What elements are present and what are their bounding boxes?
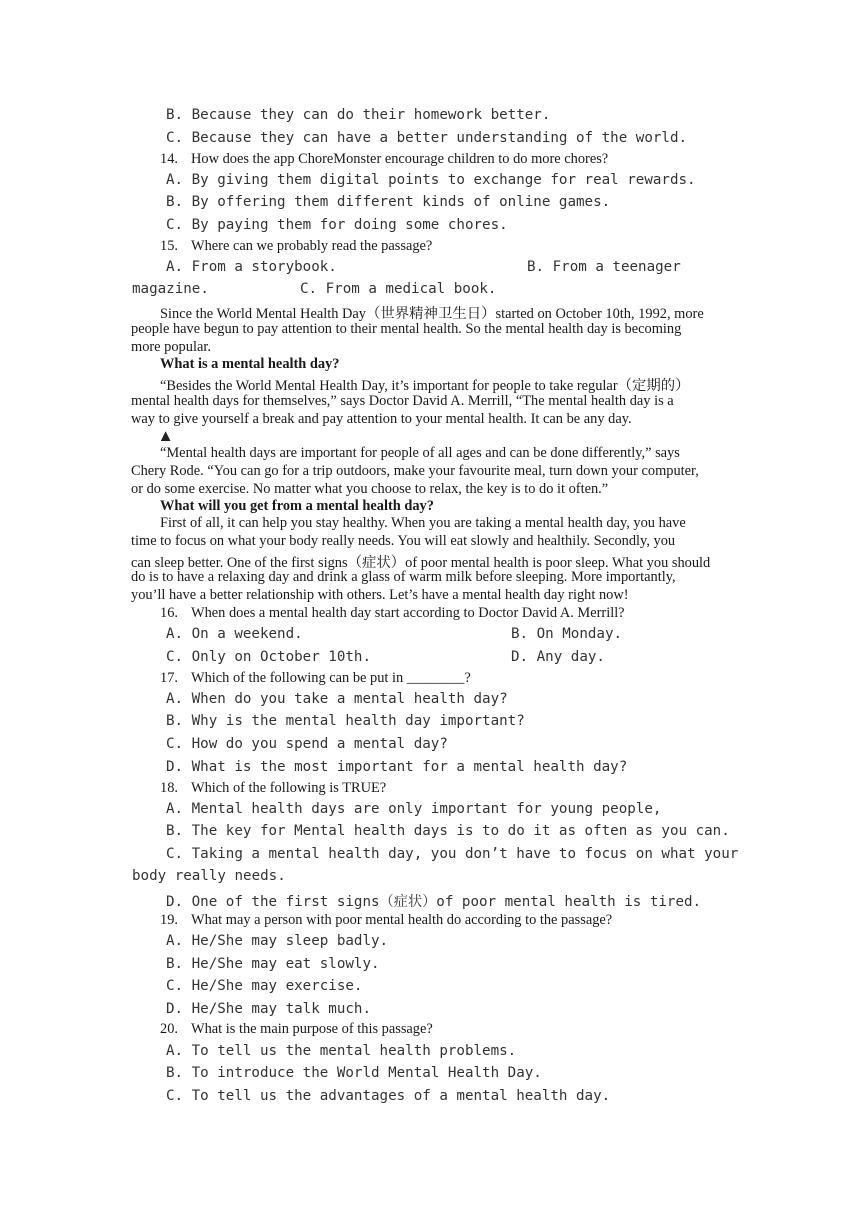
- q18-number: 18.: [160, 780, 178, 796]
- q19-question: What may a person with poor mental health do according to the passage?: [191, 912, 613, 928]
- passage-p2-line1: “Besides the World Mental Health Day, it’s important for people to take regular（定期的）: [160, 378, 690, 394]
- q19-option-a: A. He/She may sleep badly.: [166, 933, 389, 949]
- q18-option-b: B. The key for Mental health days is to do it as often as you can.: [166, 823, 730, 839]
- q18-option-a: A. Mental health days are only important for young people,: [166, 801, 662, 817]
- q19-option-d: D. He/She may talk much.: [166, 1001, 371, 1017]
- q16-option-a: A. On a weekend.: [166, 626, 303, 642]
- q20-number: 20.: [160, 1021, 178, 1037]
- passage-p1-line2: people have begun to pay attention to their mental health. So the mental health day is becoming: [131, 321, 682, 337]
- passage-p3-line1: “Mental health days are important for people of all ages and can be done differently,” says: [160, 445, 680, 461]
- q19-option-c: C. He/She may exercise.: [166, 978, 363, 994]
- q13-option-c: C. Because they can have a better understanding of the world.: [166, 130, 688, 146]
- q18-option-d: D. One of the first signs（症状）of poor mental health is tired.: [166, 894, 702, 910]
- q17-question: Which of the following can be put in ________?: [191, 670, 471, 686]
- passage-heading-1: What is a mental health day?: [160, 356, 340, 372]
- passage-p4-line3: can sleep better. One of the first signs（症状）of poor mental health is poor sleep. What you should: [131, 555, 711, 571]
- passage-p2-line3: way to give yourself a break and pay attention to your mental health. It can be any day.: [131, 411, 632, 427]
- passage-p4-line5: you’ll have a better relationship with others. Let’s have a mental health day right now!: [131, 587, 629, 603]
- q14-number: 14.: [160, 151, 178, 167]
- q15-option-c: C. From a medical book.: [300, 281, 497, 297]
- q16-option-b: B. On Monday.: [511, 626, 623, 642]
- passage-p4-line4: do is to have a relaxing day and drink a glass of warm milk before sleeping. More importantly,: [131, 569, 676, 585]
- q17-option-b: B. Why is the mental health day important?: [166, 713, 525, 729]
- q15-question: Where can we probably read the passage?: [191, 238, 433, 254]
- q19-number: 19.: [160, 912, 178, 928]
- q20-option-a: A. To tell us the mental health problems.: [166, 1043, 517, 1059]
- q15-option-b-continued: magazine.: [132, 281, 209, 297]
- q17-option-c: C. How do you spend a mental day?: [166, 736, 448, 752]
- q16-number: 16.: [160, 605, 178, 621]
- q16-question: When does a mental health day start according to Doctor David A. Merrill?: [191, 605, 625, 621]
- blank-marker-icon: ▲: [161, 428, 171, 442]
- q18-option-c: C. Taking a mental health day, you don’t have to focus on what your: [166, 846, 739, 862]
- q15-option-b: B. From a teenager: [527, 259, 681, 275]
- q14-option-b: B. By offering them different kinds of online games.: [166, 194, 611, 210]
- passage-p2-line2: mental health days for themselves,” says Doctor David A. Merrill, “The mental health day is a: [131, 393, 674, 409]
- q15-number: 15.: [160, 238, 178, 254]
- passage-heading-2: What will you get from a mental health day?: [160, 498, 434, 514]
- q14-option-c: C. By paying them for doing some chores.: [166, 217, 508, 233]
- q16-option-c: C. Only on October 10th.: [166, 649, 371, 665]
- passage-p4-line1: First of all, it can help you stay healthy. When you are taking a mental health day, you have: [160, 515, 686, 531]
- passage-p1-line1: Since the World Mental Health Day（世界精神卫生日）started on October 10th, 1992, more: [160, 306, 704, 322]
- q13-option-b: B. Because they can do their homework better.: [166, 107, 551, 123]
- q20-question: What is the main purpose of this passage?: [191, 1021, 433, 1037]
- q14-option-a: A. By giving them digital points to exchange for real rewards.: [166, 172, 696, 188]
- passage-p4-line2: time to focus on what your body really needs. You will eat slowly and healthily. Secondly, you: [131, 533, 676, 549]
- q17-option-d: D. What is the most important for a mental health day?: [166, 759, 628, 775]
- q20-option-c: C. To tell us the advantages of a mental health day.: [166, 1088, 611, 1104]
- q18-option-c-continued: body really needs.: [132, 868, 286, 884]
- passage-p3-line2: Chery Rode. “You can go for a trip outdoors, make your favourite meal, turn down your computer,: [131, 463, 699, 479]
- q17-option-a: A. When do you take a mental health day?: [166, 691, 508, 707]
- q19-option-b: B. He/She may eat slowly.: [166, 956, 380, 972]
- q20-option-b: B. To introduce the World Mental Health Day.: [166, 1065, 542, 1081]
- q18-question: Which of the following is TRUE?: [191, 780, 387, 796]
- passage-p1-line3: more popular.: [131, 339, 211, 355]
- q14-question: How does the app ChoreMonster encourage children to do more chores?: [191, 151, 609, 167]
- q15-option-a: A. From a storybook.: [166, 259, 337, 275]
- q16-option-d: D. Any day.: [511, 649, 605, 665]
- passage-p3-line3: or do some exercise. No matter what you choose to relax, the key is to do it often.”: [131, 481, 609, 497]
- q17-number: 17.: [160, 670, 178, 686]
